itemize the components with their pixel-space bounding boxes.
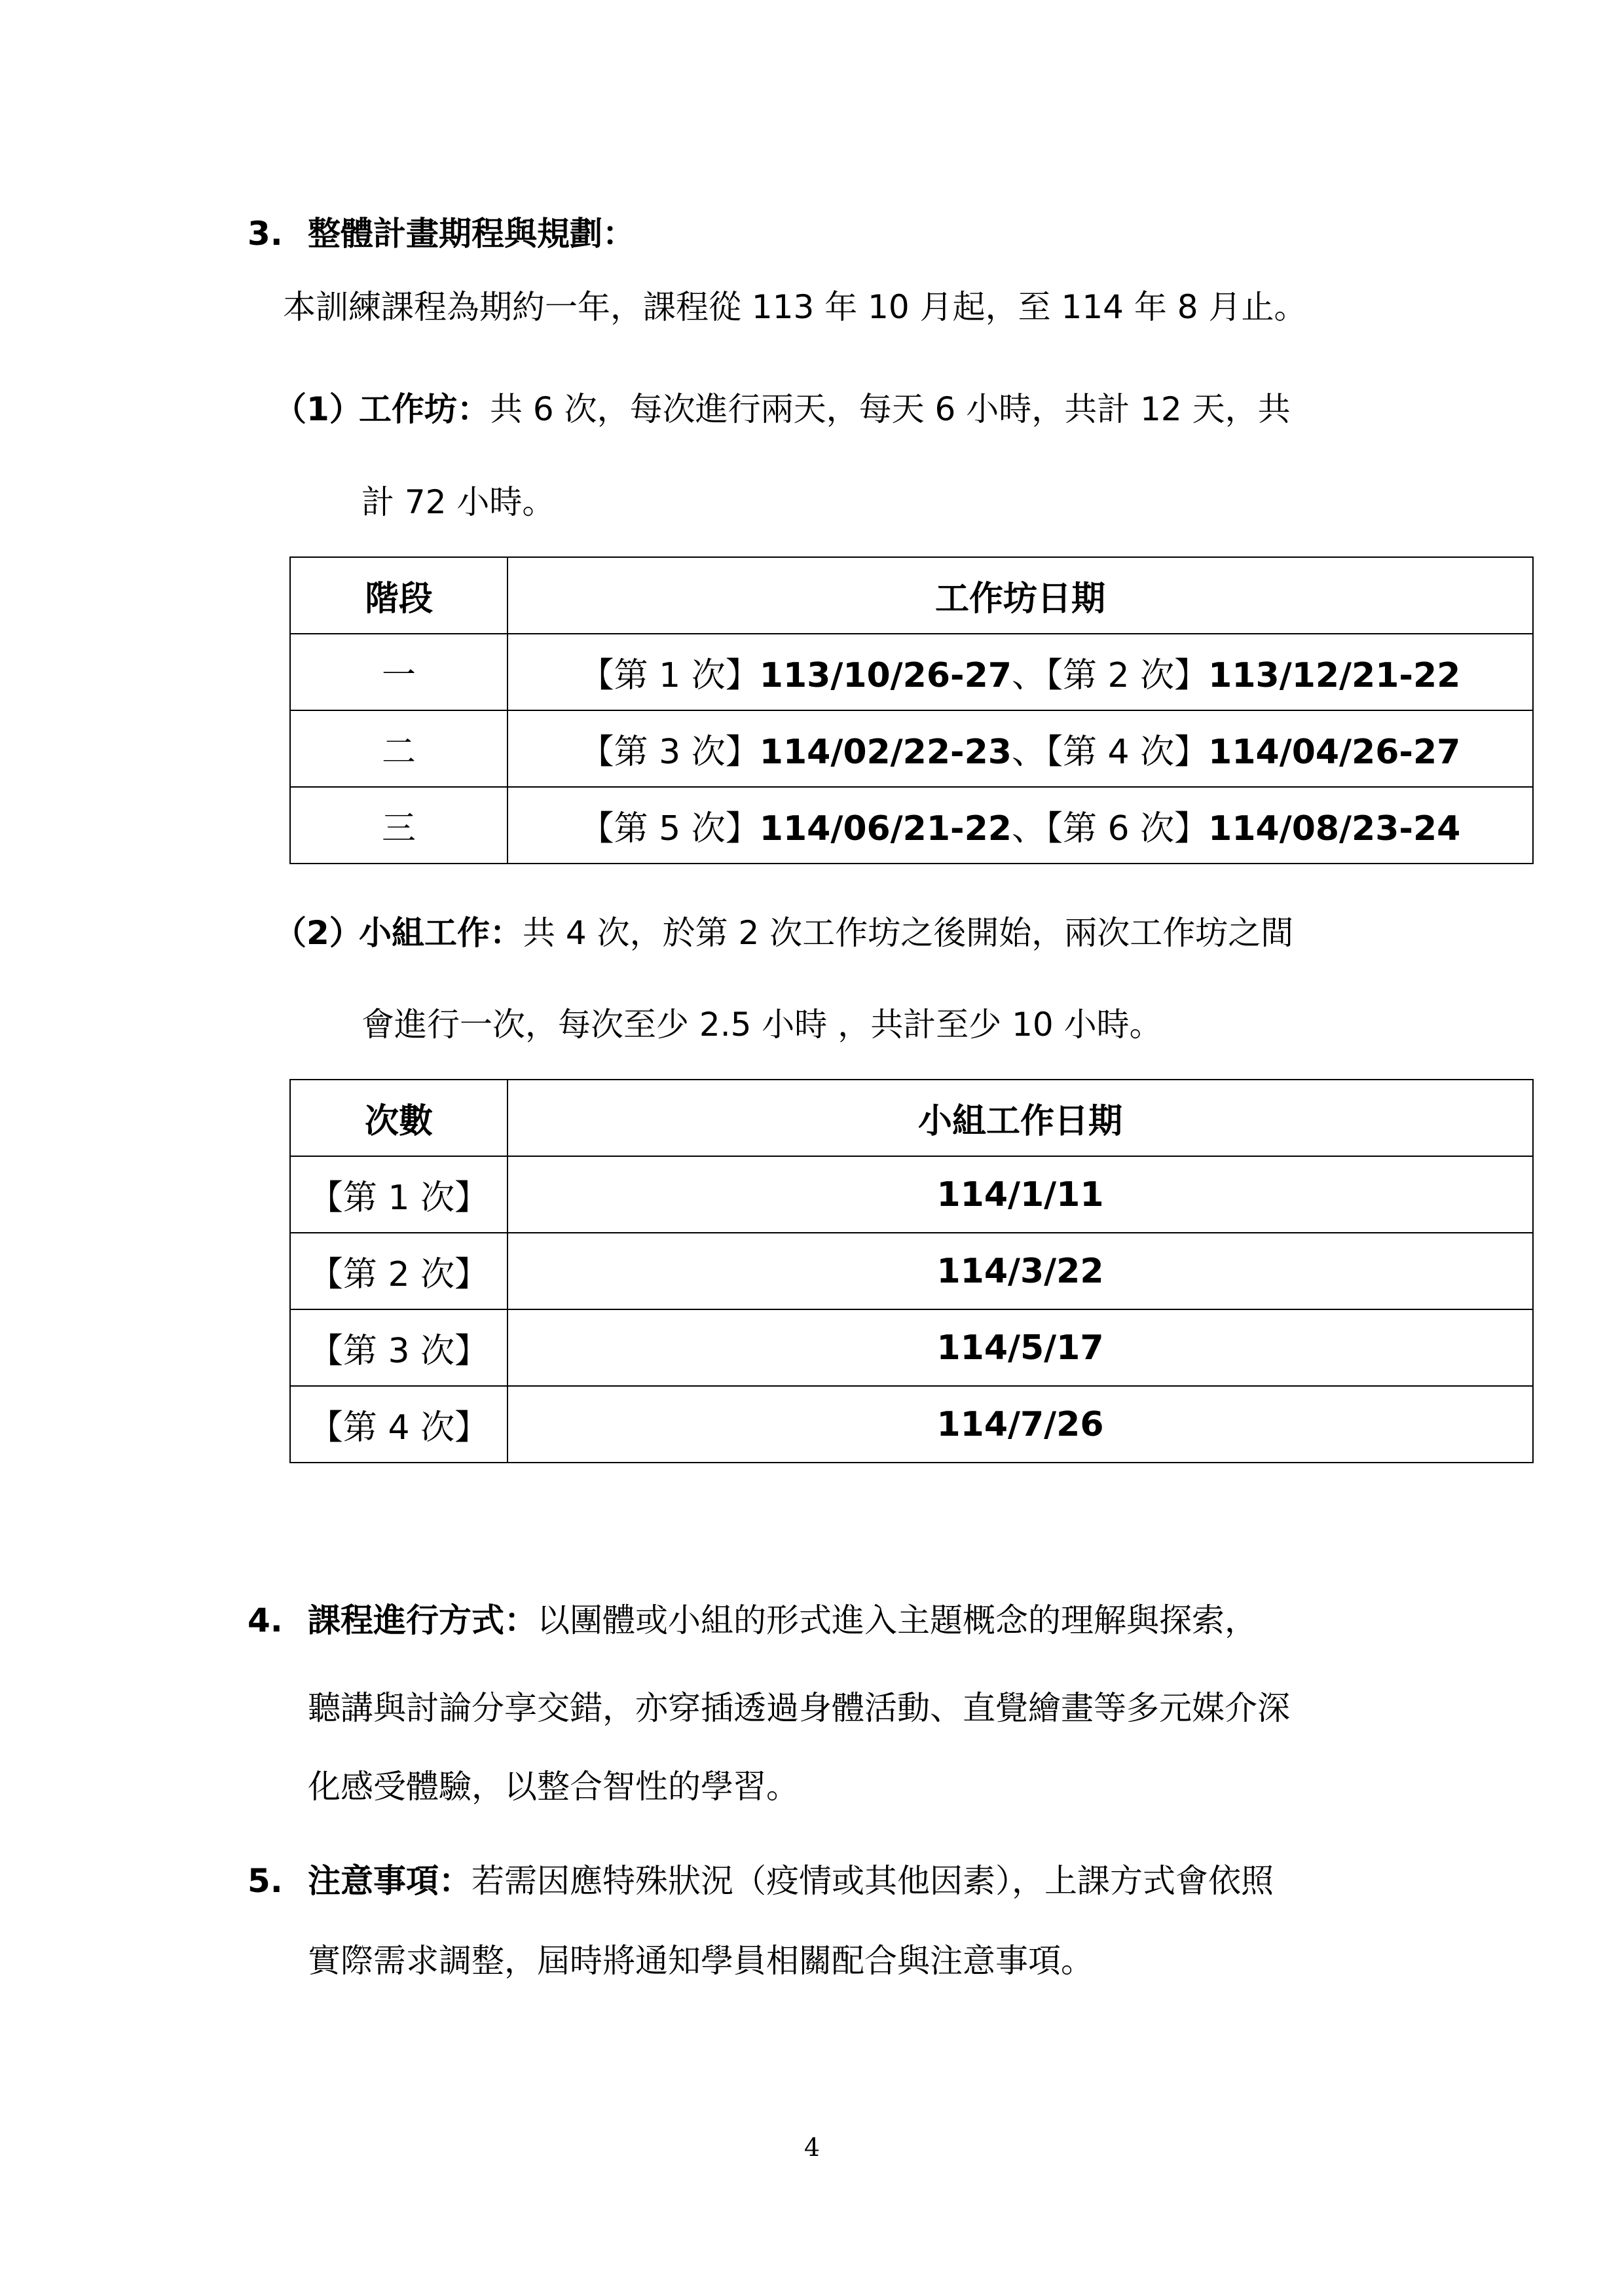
section-4-text: 以團體或小組的形式進入主題概念的理解與探索， <box>537 1601 1257 1639</box>
table-row <box>290 787 1533 864</box>
item-2-line2: 會進行一次，每次至少 2.5 小時 ，共計至少 10 小時。 <box>361 1006 1162 1044</box>
count-cell: 【第 3 次】 <box>290 1309 507 1386</box>
workshop-table <box>289 556 1534 864</box>
item-2-label: （2） <box>274 914 362 952</box>
item-1-title: 工作坊： <box>359 390 490 428</box>
section-4-line2: 聽講與討論分享交錯，亦穿插透過身體活動、直覺繪畫等多元媒介深 <box>308 1689 1290 1727</box>
separator: 、 <box>1011 733 1046 772</box>
item-1-line2: 計 72 小時。 <box>361 483 555 521</box>
section-5-number: 5. <box>248 1862 283 1900</box>
dates-cell <box>507 634 1533 710</box>
section-5-title: 注意事項： <box>308 1862 471 1900</box>
stage-cell: 二 <box>290 710 507 787</box>
table-row <box>290 634 1533 710</box>
count-cell: 【第 1 次】 <box>290 1156 507 1233</box>
session-label: 【第 2 次】 <box>1046 656 1209 695</box>
section-3-intro: 本訓練課程為期約一年，課程從 113 年 10 月起，至 114 年 8 月止。 <box>283 288 1307 326</box>
header-count: 次數 <box>290 1080 507 1156</box>
session-label: 【第 5 次】 <box>580 809 760 848</box>
table-row <box>290 1233 1533 1309</box>
section-3-title: 整體計畫期程與規劃： <box>308 215 635 253</box>
item-1-line1 <box>274 386 1291 432</box>
session-date: 113/10/26-27 <box>759 656 1012 695</box>
count-cell: 【第 2 次】 <box>290 1233 507 1309</box>
table-header-row <box>290 1080 1533 1156</box>
section-4-title: 課程進行方式： <box>308 1601 537 1639</box>
dates-cell <box>507 710 1533 787</box>
header-workshop-dates: 工作坊日期 <box>507 557 1533 634</box>
item-2-line1 <box>274 910 1293 956</box>
date-cell: 114/1/11 <box>507 1156 1533 1233</box>
session-label: 【第 6 次】 <box>1046 809 1209 848</box>
session-date: 114/08/23-24 <box>1208 809 1461 848</box>
item-1-text: 共 6 次，每次進行兩天，每天 6 小時，共計 12 天，共 <box>490 390 1291 428</box>
page-number: 4 <box>803 2133 821 2162</box>
table-row <box>290 1156 1533 1233</box>
date-cell: 114/5/17 <box>507 1309 1533 1386</box>
group-work-table <box>289 1079 1534 1463</box>
table-row <box>290 1386 1533 1463</box>
session-date: 114/04/26-27 <box>1208 733 1461 772</box>
count-cell: 【第 4 次】 <box>290 1386 507 1463</box>
table-row <box>290 710 1533 787</box>
header-stage: 階段 <box>290 557 507 634</box>
separator: 、 <box>1011 809 1046 848</box>
section-5-line1 <box>248 1858 1274 1904</box>
stage-cell: 三 <box>290 787 507 864</box>
header-group-work-dates: 小組工作日期 <box>507 1080 1533 1156</box>
item-1-label: （1） <box>274 390 362 428</box>
item-2-title: 小組工作： <box>359 914 523 952</box>
dates-cell <box>507 787 1533 864</box>
item-2-text: 共 4 次，於第 2 次工作坊之後開始，兩次工作坊之間 <box>523 914 1294 952</box>
stage-cell: 一 <box>290 634 507 710</box>
session-date: 114/02/22-23 <box>759 733 1012 772</box>
section-4-line3: 化感受體驗，以整合智性的學習。 <box>308 1768 799 1806</box>
section-4-number: 4. <box>248 1601 283 1639</box>
session-label: 【第 4 次】 <box>1046 733 1209 772</box>
table-row <box>290 1309 1533 1386</box>
section-3-heading <box>248 211 635 257</box>
session-date: 113/12/21-22 <box>1208 656 1461 695</box>
session-label: 【第 3 次】 <box>580 733 760 772</box>
section-3-number: 3. <box>248 215 283 253</box>
date-cell: 114/7/26 <box>507 1386 1533 1463</box>
section-5-text: 若需因應特殊狀況（疫情或其他因素），上課方式會依照 <box>471 1862 1274 1900</box>
session-date: 114/06/21-22 <box>759 809 1012 848</box>
separator: 、 <box>1011 656 1046 695</box>
table-header-row <box>290 557 1533 634</box>
section-5-line2: 實際需求調整，屆時將通知學員相關配合與注意事項。 <box>308 1942 1094 1980</box>
section-4-line1 <box>248 1597 1257 1643</box>
session-label: 【第 1 次】 <box>580 656 760 695</box>
date-cell: 114/3/22 <box>507 1233 1533 1309</box>
